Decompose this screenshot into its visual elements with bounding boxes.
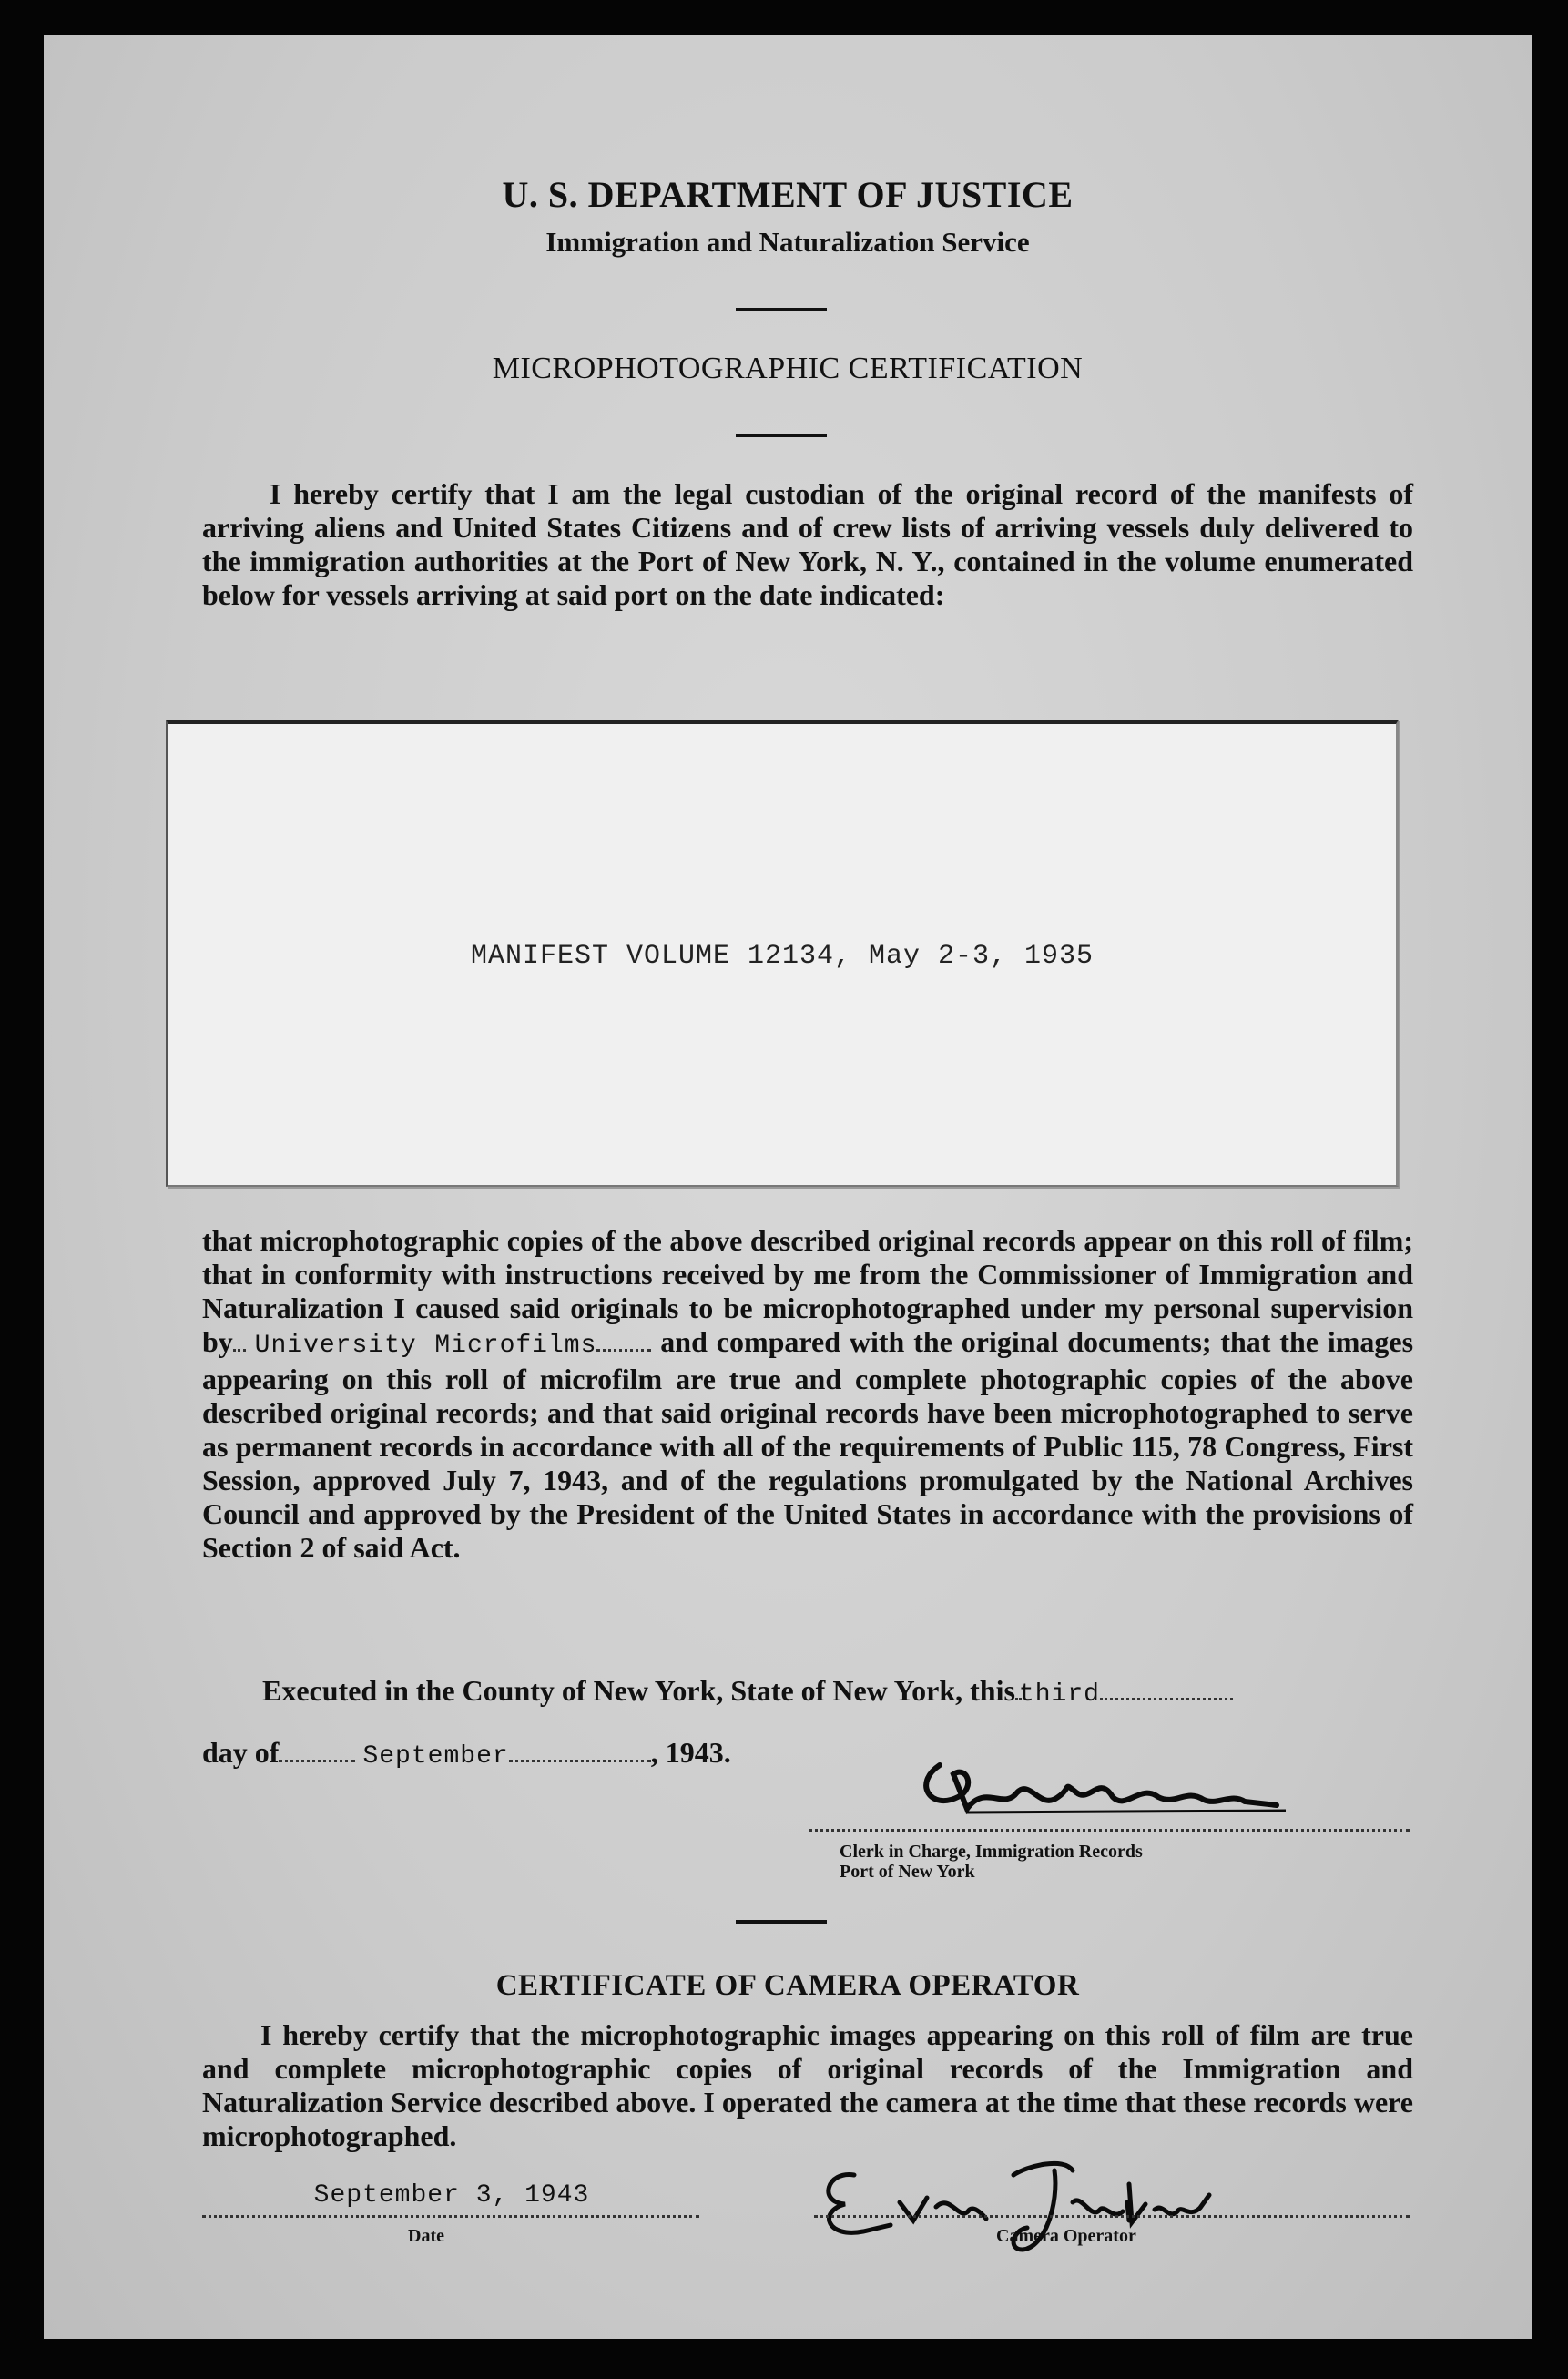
- department-heading: U. S. DEPARTMENT OF JUSTICE: [502, 174, 1074, 215]
- body-text-after: and compared with the original documents; that the images appearing on this roll of microfilm are true and complete photographic copies of the above described original records; and that said original records have been microphotographed to serve as permanent records in accordance with all of the requirements of Public 115, 78 Congress, First Session, approved July 7, 1943, and of the regulations promulgated by the National Archives Council and approved by the President of the United States in accordance with the provisions of Section 2 of said Act.: [202, 1325, 1414, 1564]
- operator-label: Camera Operator: [996, 2226, 1136, 2246]
- divider: [736, 434, 827, 437]
- execution-day: third: [1018, 1680, 1100, 1709]
- body-text-before: that microphotographic copies of the above described original records appear on this roll of film; that in conformity with instructions received by me from the Commissioner of Immigration and Naturalization I caused said originals to be microphotographed under my personal supervision by: [202, 1224, 1413, 1358]
- date-line: [202, 2215, 699, 2218]
- clerk-signature-line: [809, 1829, 1410, 1832]
- clerk-title-line2: Port of New York: [840, 1862, 975, 1882]
- certificate-sheet: [44, 35, 1532, 2339]
- divider: [736, 1920, 827, 1924]
- operator-signature-line: [814, 2215, 1410, 2218]
- operator-paragraph: I hereby certify that the microphotographic images appearing on this roll of film are true and complete microphotographic copies of original records of the Immigration and Naturalization Service described above. I operated the camera at the time that these records were microphotographed.: [202, 2018, 1413, 2152]
- execution-year: , 1943.: [650, 1736, 731, 1769]
- photographer-name: University Microfilms: [254, 1332, 597, 1360]
- day-of-label: day of: [202, 1736, 280, 1769]
- divider: [736, 308, 827, 311]
- operator-date-field: [202, 2175, 701, 2210]
- manifest-volume-text: MANIFEST VOLUME 12134, May 2-3, 1935: [470, 941, 1095, 972]
- service-subheading: Immigration and Naturalization Service: [545, 226, 1030, 258]
- operator-section-title: CERTIFICATE OF CAMERA OPERATOR: [495, 1969, 1080, 2002]
- execution-prefix: Executed in the County of New York, State of New York, this: [262, 1674, 1015, 1707]
- day-of-line: [202, 1736, 731, 1771]
- clerk-title-line1: Clerk in Charge, Immigration Records: [840, 1842, 1143, 1862]
- date-label: Date: [408, 2226, 444, 2246]
- execution-month: September: [362, 1742, 509, 1771]
- execution-line: [262, 1674, 1233, 1709]
- certification-body: [202, 1224, 1413, 1565]
- volume-insert: [166, 720, 1399, 1187]
- certification-title: MICROPHOTOGRAPHIC CERTIFICATION: [492, 352, 1084, 385]
- intro-paragraph: I hereby certify that I am the legal custodian of the original record of the manifests of arriving aliens and United States Citizens and of crew lists of arriving vessels duly delivered to the immigration authorities at the Port of New York, N. Y., contained in the volume enumerated below for vessels arriving at said port on the date indicated:: [202, 477, 1413, 611]
- clerk-title: [840, 1842, 1143, 1882]
- clerk-signature: [903, 1747, 1331, 1829]
- operator-date: September 3, 1943: [313, 2181, 590, 2210]
